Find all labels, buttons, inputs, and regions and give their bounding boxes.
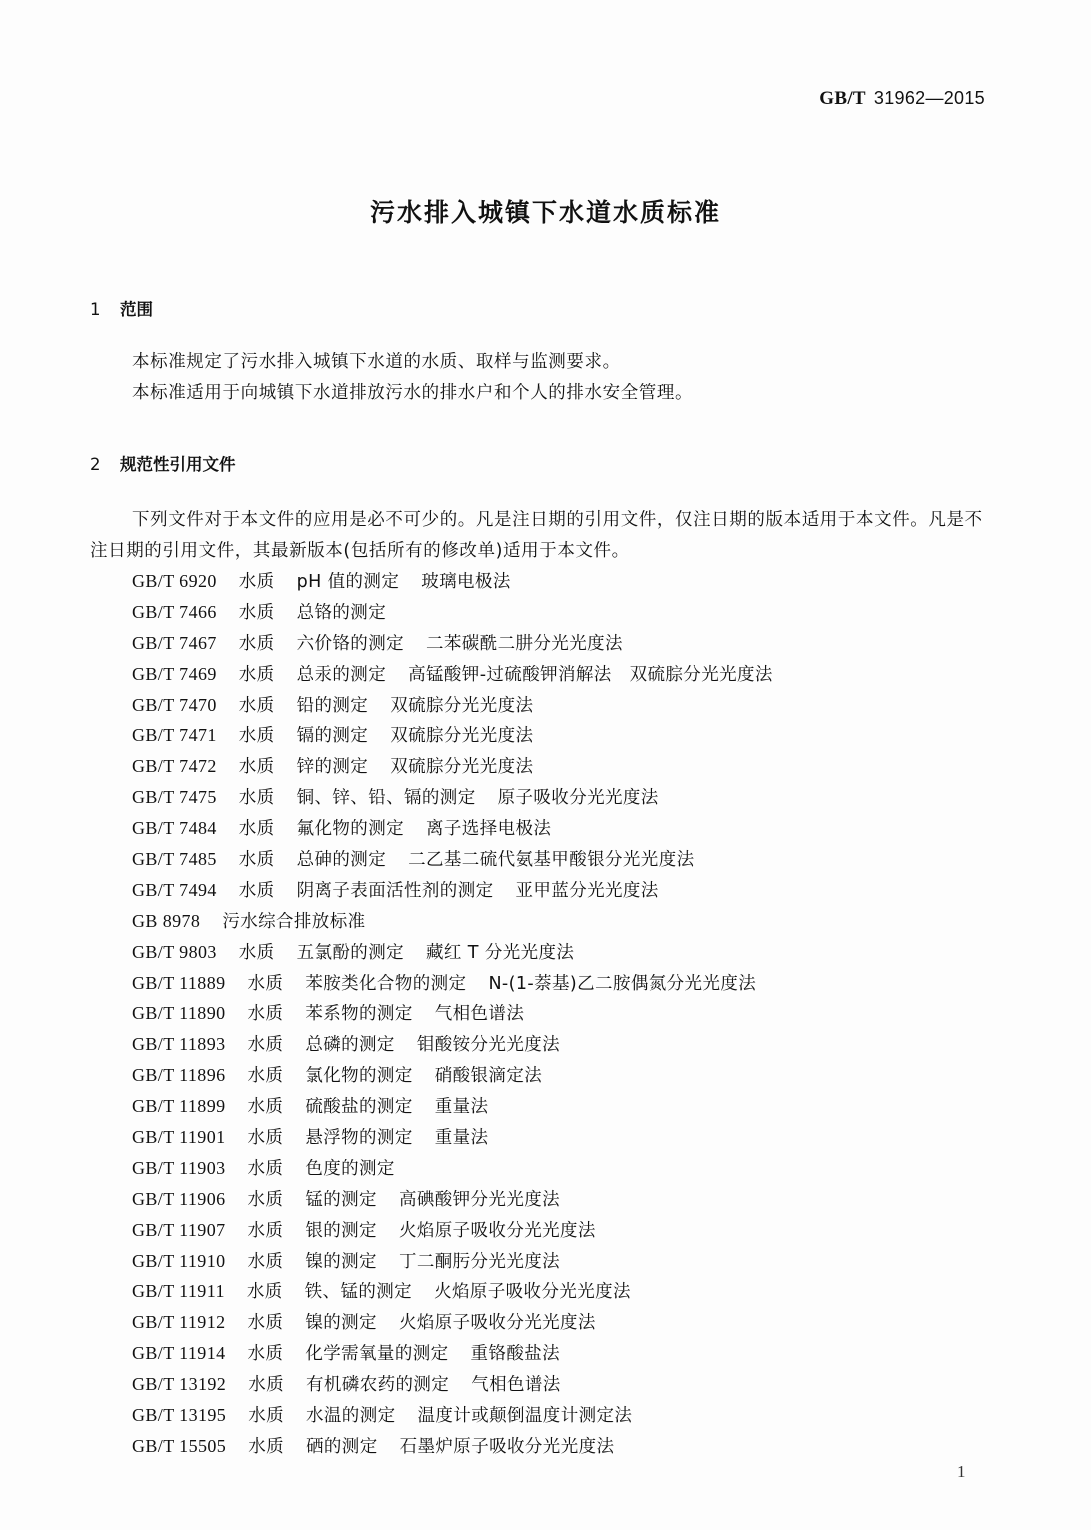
reference-code: GB/T 7475 — [132, 787, 217, 808]
reference-method: 双硫腙分光光度法 — [390, 757, 534, 778]
reference-subject: 苯胺类化合物的测定 — [305, 973, 467, 994]
reference-item — [132, 998, 773, 1029]
reference-code: GB/T 11901 — [132, 1127, 226, 1148]
section-number: 1 — [90, 300, 101, 319]
reference-category: 水质 — [247, 1158, 284, 1179]
reference-subject: 总磷的测定 — [305, 1035, 395, 1056]
reference-category: 水质 — [238, 819, 275, 840]
reference-subject: 镉的测定 — [296, 726, 369, 747]
reference-method: 高锰酸钾-过硫酸钾消解法 双硫腙分光光度法 — [408, 664, 773, 685]
reference-code: GB/T 11914 — [132, 1343, 226, 1364]
reference-subject: 色度的测定 — [305, 1158, 395, 1179]
reference-subject: 银的测定 — [305, 1220, 377, 1241]
reference-method: 高碘酸钾分光光度法 — [398, 1189, 561, 1210]
reference-code: GB/T 11899 — [132, 1096, 226, 1117]
reference-subject: 镍的测定 — [305, 1251, 377, 1272]
reference-code: GB/T 9803 — [132, 941, 217, 962]
reference-code: GB/T 11907 — [132, 1219, 226, 1240]
reference-method: 石墨炉原子吸收分光光度法 — [399, 1436, 615, 1457]
reference-subject: 总汞的测定 — [296, 664, 387, 685]
reference-item — [132, 1091, 773, 1122]
reference-subject: 有机磷农药的测定 — [306, 1375, 450, 1396]
document-title: 污水排入城镇下水道水质标准 — [369, 198, 721, 227]
reference-code: GB 8978 — [132, 910, 201, 931]
reference-subject: 铁、锰的测定 — [304, 1282, 413, 1303]
reference-code: GB/T 15505 — [132, 1435, 227, 1456]
reference-method: 火焰原子吸收分光光度法 — [434, 1282, 631, 1303]
reference-subject: 镍的测定 — [305, 1313, 377, 1334]
reference-item — [132, 659, 773, 690]
reference-code: GB/T 11890 — [132, 1003, 226, 1024]
reference-subject: 总铬的测定 — [296, 602, 387, 623]
reference-subject: 铅的测定 — [296, 695, 369, 716]
reference-method: 双硫腙分光光度法 — [390, 726, 534, 747]
reference-method: 重量法 — [434, 1128, 489, 1149]
reference-code: GB/T 7467 — [132, 632, 217, 653]
reference-category: 水质 — [238, 572, 275, 592]
standard-number — [819, 88, 985, 110]
reference-category: 水质 — [238, 695, 275, 716]
scope-paragraph: 本标准适用于向城镇下水道排放污水的排水户和个人的排水安全管理。 — [132, 383, 694, 403]
reference-category: 水质 — [247, 973, 284, 994]
reference-item — [132, 1276, 773, 1307]
reference-category: 水质 — [247, 1344, 284, 1365]
reference-category: 水质 — [247, 1066, 284, 1087]
reference-code: GB/T 11889 — [132, 972, 226, 993]
reference-item — [132, 1338, 773, 1369]
reference-subject: 氯化物的测定 — [305, 1066, 413, 1087]
reference-code: GB/T 11906 — [132, 1188, 226, 1209]
reference-subject: 污水综合排放标准 — [222, 911, 366, 932]
reference-method: 气相色谱法 — [434, 1004, 525, 1025]
reference-subject: 水温的测定 — [306, 1406, 396, 1427]
reference-category: 水质 — [238, 726, 275, 747]
reference-category: 水质 — [247, 1189, 284, 1210]
reference-code: GB/T 11910 — [132, 1250, 226, 1271]
reference-code: GB/T 7485 — [132, 849, 217, 870]
reference-method: 二苯碳酰二肼分光光度法 — [426, 633, 623, 654]
reference-subject: 化学需氧量的测定 — [305, 1344, 449, 1365]
reference-category: 水质 — [248, 1406, 284, 1427]
reference-item — [132, 1431, 773, 1462]
reference-category: 水质 — [238, 942, 275, 963]
reference-subject: pH 值的测定 — [296, 572, 400, 592]
reference-subject: 锰的测定 — [305, 1189, 377, 1210]
reference-code: GB/T 11911 — [132, 1281, 225, 1302]
section-heading-normative-references — [90, 451, 236, 475]
reference-method: 硝酸银滴定法 — [434, 1066, 543, 1087]
reference-subject: 硒的测定 — [306, 1436, 378, 1457]
reference-item — [132, 1153, 773, 1184]
reference-item — [132, 566, 773, 597]
standard-prefix: GB/T — [819, 88, 866, 109]
reference-method: 藏红 T 分光光度法 — [426, 942, 575, 963]
section-title: 规范性引用文件 — [120, 455, 236, 474]
reference-item — [132, 968, 773, 999]
section-title: 范围 — [120, 300, 153, 319]
reference-method: 丁二酮肟分光光度法 — [398, 1251, 561, 1272]
reference-item — [132, 720, 773, 751]
reference-code: GB/T 11912 — [132, 1312, 226, 1333]
reference-method: 重量法 — [434, 1097, 489, 1118]
reference-subject: 阴离子表面活性剂的测定 — [296, 880, 494, 901]
section-number: 2 — [90, 455, 101, 474]
reference-code: GB/T 11903 — [132, 1157, 226, 1178]
reference-method: 玻璃电极法 — [421, 572, 511, 592]
reference-category: 水质 — [246, 1282, 283, 1303]
reference-category: 水质 — [247, 1220, 284, 1241]
reference-item — [132, 1215, 773, 1246]
reference-item — [132, 1122, 773, 1153]
reference-method: 亚甲蓝分光光度法 — [515, 880, 659, 901]
reference-item — [132, 751, 773, 782]
reference-item — [132, 937, 773, 968]
reference-code: GB/T 7470 — [132, 694, 217, 715]
reference-code: GB/T 11896 — [132, 1065, 226, 1086]
reference-item — [132, 597, 773, 628]
scope-paragraph: 本标准规定了污水排入城镇下水道的水质、取样与监测要求。 — [132, 352, 621, 372]
reference-subject: 总砷的测定 — [296, 850, 387, 871]
references-intro-paragraph: 下列文件对于本文件的应用是必不可少的。凡是注日期的引用文件，仅注日期的版本适用于本文件。凡是不注日期的引用文件，其最新版本(包括所有的修改单)适用于本文件。 — [90, 510, 983, 561]
reference-code: GB/T 7494 — [132, 879, 217, 900]
reference-item — [132, 1307, 773, 1338]
reference-method: 重铬酸盐法 — [470, 1344, 561, 1365]
reference-subject: 苯系物的测定 — [305, 1004, 413, 1025]
reference-subject: 硫酸盐的测定 — [305, 1097, 413, 1118]
reference-method: 二乙基二硫代氨基甲酸银分光光度法 — [408, 850, 695, 871]
reference-code: GB/T 7469 — [132, 663, 217, 684]
section-scope-body — [90, 347, 995, 409]
reference-category: 水质 — [238, 788, 275, 809]
reference-code: GB/T 6920 — [132, 571, 217, 591]
reference-code: GB/T 13195 — [132, 1405, 227, 1426]
reference-category: 水质 — [248, 1436, 284, 1457]
reference-category: 水质 — [247, 1251, 284, 1272]
reference-item — [132, 690, 773, 721]
reference-method: 气相色谱法 — [471, 1375, 561, 1396]
reference-category: 水质 — [238, 633, 275, 654]
reference-code: GB/T 13192 — [132, 1374, 227, 1395]
reference-item — [132, 1184, 773, 1215]
reference-code: GB/T 7484 — [132, 818, 217, 839]
reference-category: 水质 — [247, 1128, 284, 1149]
reference-item — [132, 813, 773, 844]
reference-subject: 六价铬的测定 — [296, 633, 404, 654]
reference-item — [132, 782, 773, 813]
reference-category: 水质 — [238, 880, 275, 901]
reference-method: 温度计或颠倒温度计测定法 — [417, 1406, 633, 1427]
reference-code: GB/T 7466 — [132, 601, 217, 622]
reference-method: 原子吸收分光光度法 — [497, 788, 659, 809]
reference-code: GB/T 7472 — [132, 756, 217, 777]
reference-item — [132, 844, 773, 875]
reference-category: 水质 — [238, 850, 275, 871]
reference-subject: 锌的测定 — [296, 757, 369, 778]
reference-category: 水质 — [247, 1004, 284, 1025]
reference-item — [132, 1400, 773, 1431]
reference-item — [132, 628, 773, 659]
reference-method: 钼酸铵分光光度法 — [416, 1035, 561, 1056]
reference-method: 火焰原子吸收分光光度法 — [398, 1313, 596, 1334]
reference-category: 水质 — [247, 1313, 284, 1334]
reference-category: 水质 — [248, 1375, 284, 1396]
reference-category: 水质 — [238, 757, 275, 778]
reference-method: N-(1-萘基)乙二胺偶氮分光光度法 — [488, 973, 757, 994]
reference-subject: 铜、锌、铅、镉的测定 — [296, 788, 476, 809]
section-heading-scope — [90, 296, 153, 320]
reference-method: 离子选择电极法 — [426, 819, 552, 840]
reference-category: 水质 — [247, 1035, 284, 1056]
page-number: 1 — [957, 1462, 966, 1481]
reference-item — [132, 1369, 773, 1400]
reference-item — [132, 875, 773, 906]
reference-list — [132, 566, 773, 1462]
reference-item — [132, 1060, 773, 1091]
reference-subject: 五氯酚的测定 — [296, 942, 404, 963]
reference-code: GB/T 7471 — [132, 725, 217, 746]
reference-item — [132, 1246, 773, 1277]
reference-item — [132, 906, 773, 937]
standard-code: 31962—2015 — [873, 88, 985, 108]
reference-item — [132, 1029, 773, 1060]
reference-subject: 悬浮物的测定 — [305, 1128, 413, 1149]
reference-category: 水质 — [238, 602, 275, 623]
reference-category: 水质 — [238, 664, 275, 685]
reference-method: 火焰原子吸收分光光度法 — [398, 1220, 596, 1241]
reference-method: 双硫腙分光光度法 — [390, 695, 534, 716]
reference-code: GB/T 11893 — [132, 1034, 226, 1055]
section-references-intro — [90, 505, 995, 567]
reference-category: 水质 — [247, 1097, 284, 1118]
reference-subject: 氟化物的测定 — [296, 819, 404, 840]
